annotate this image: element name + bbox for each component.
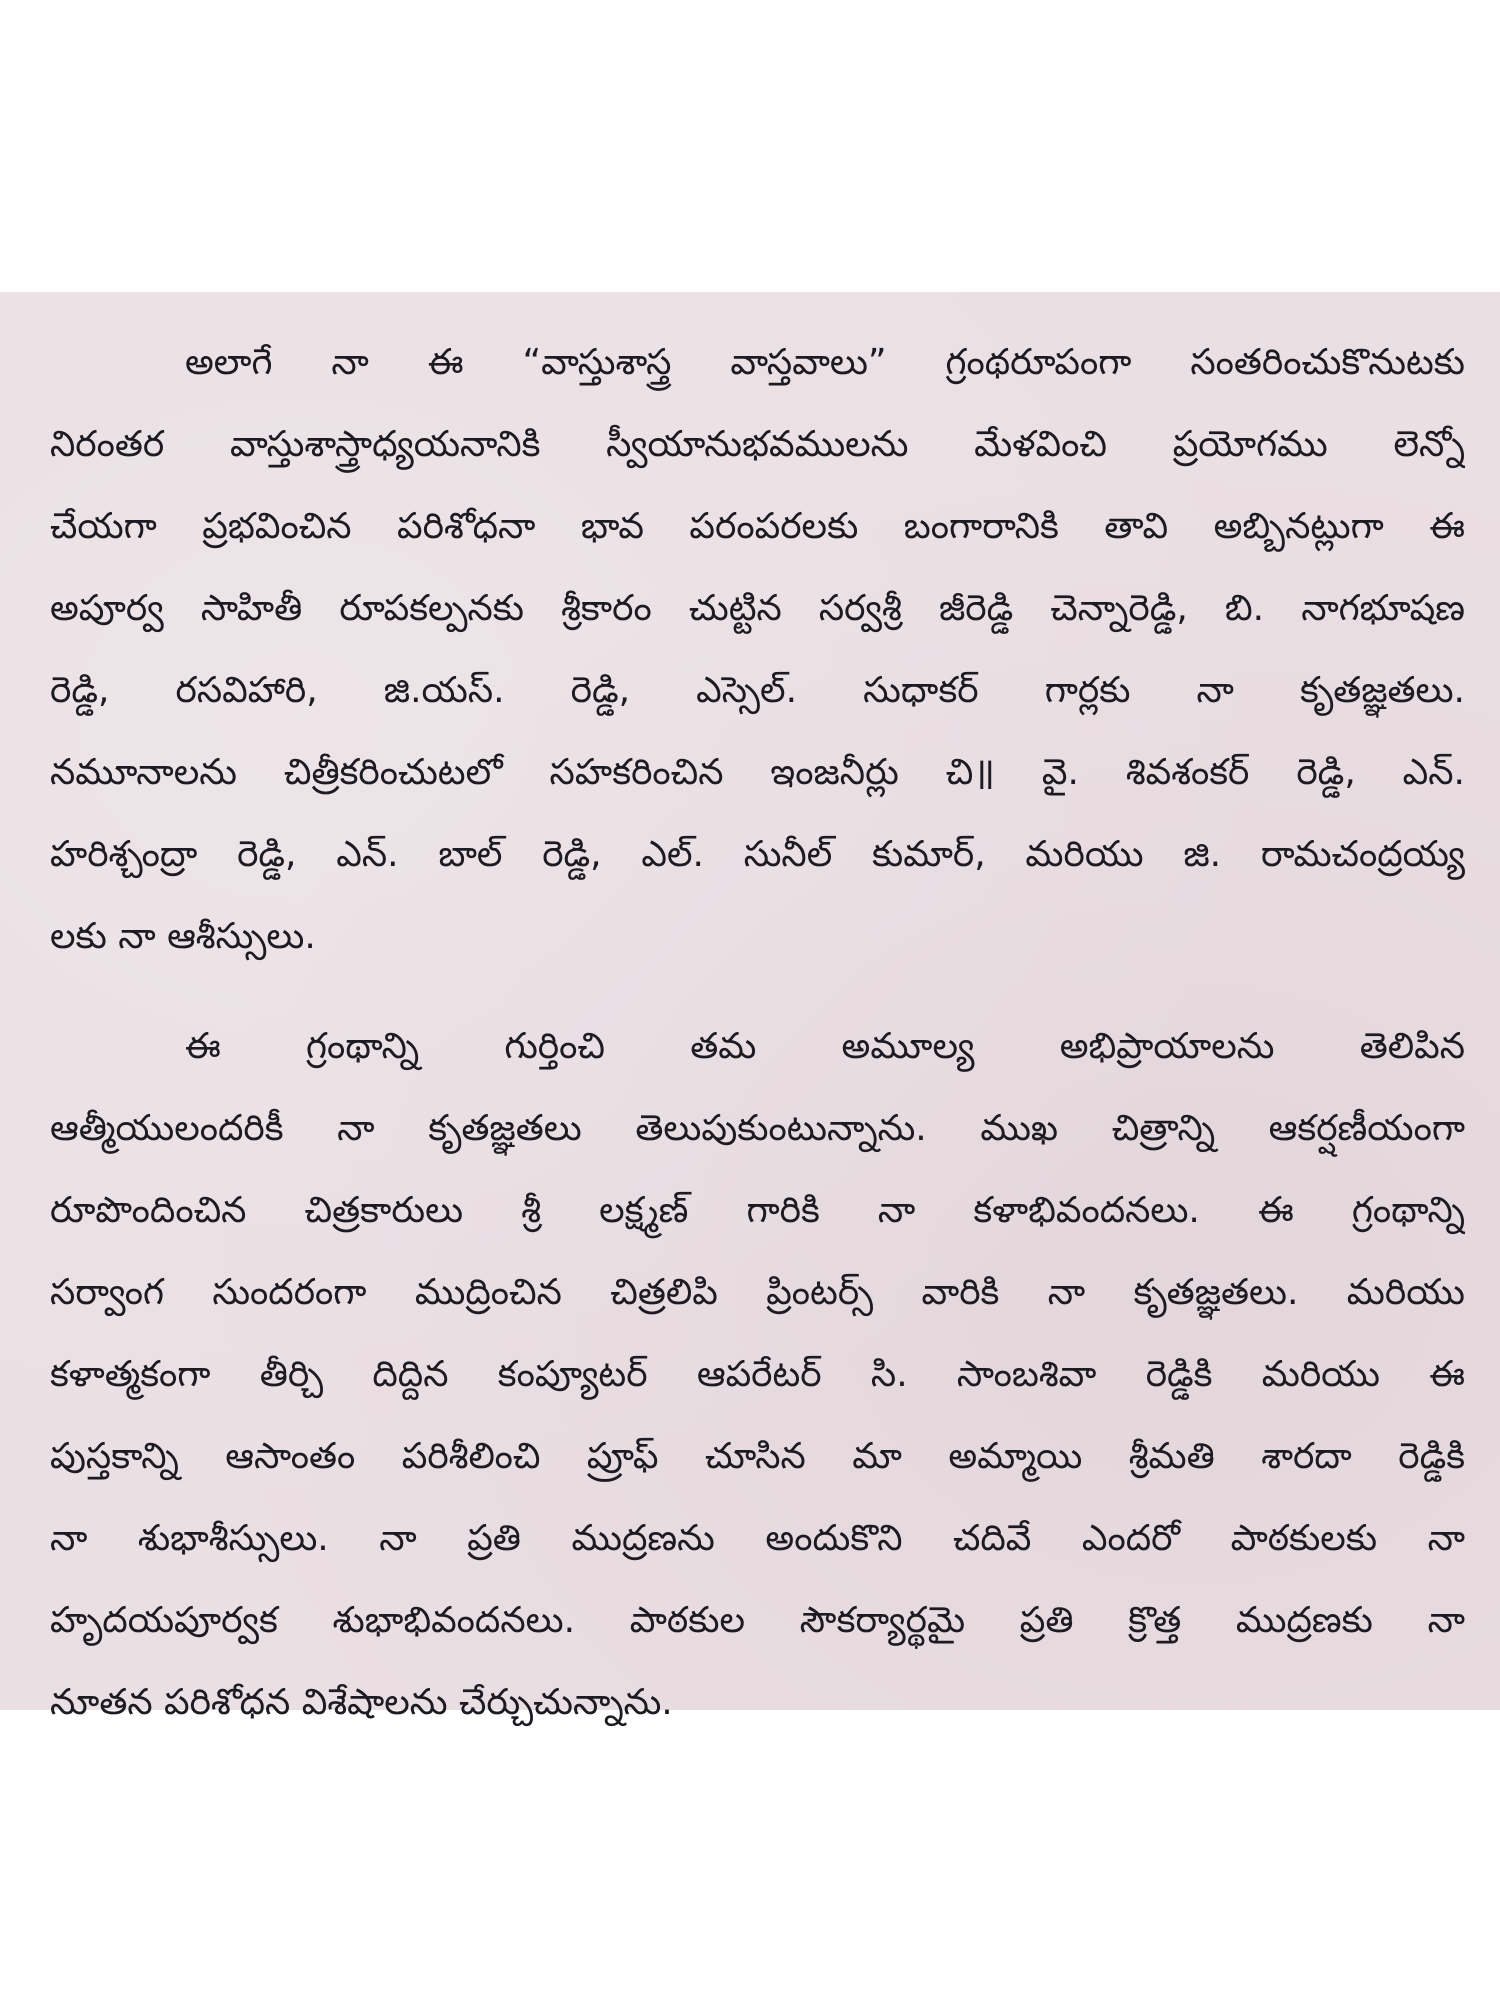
text-line: హరిశ్చంద్రా రెడ్డి, ఎన్. బాల్ రెడ్డి, ఎల్. సునీల్ కుమార్, మరియు జి. రామచంద్రయ్య [50,834,1465,875]
text-line: లకు నా ఆశీస్సులు. [50,916,316,957]
paragraph-1 [50,322,1465,978]
text-line: కళాత్మకంగా తీర్చి దిద్దిన కంప్యూటర్ ఆపరేటర్ సి. సాంబశివా రెడ్డికి మరియు ఈ [50,1354,1465,1395]
text-body [50,322,1465,1744]
text-line: హృదయపూర్వక శుభాభివందనలు. పాఠకుల సౌకర్యార్థమై ప్రతి క్రొత్త ముద్రణకు నా [50,1600,1465,1641]
text-line: సర్వాంగ సుందరంగా ముద్రించిన చిత్రలిపి ప్రింటర్స్ వారికి నా కృతజ్ఞతలు. మరియు [50,1272,1465,1313]
text-line: రెడ్డి, రసవిహారి, జి.యస్. రెడ్డి, ఎస్సెల్. సుధాకర్ గార్లకు నా కృతజ్ఞతలు. [50,670,1465,711]
text-line: అలాగే నా ఈ “వాస్తుశాస్త్ర వాస్తవాలు” గ్రంథరూపంగా సంతరించుకొనుటకు [185,342,1465,383]
text-line: చేయగా ప్రభవించిన పరిశోధనా భావ పరంపరలకు బంగారానికి తావి అబ్బినట్లుగా ఈ [50,506,1465,547]
text-line: ఈ గ్రంథాన్ని గుర్తించి తమ అమూల్య అభిప్రాయాలను తెలిపిన [185,1026,1465,1067]
text-line: అపూర్వ సాహితీ రూపకల్పనకు శ్రీకారం చుట్టిన సర్వశ్రీ జీరెడ్డి చెన్నారెడ్డి, బి. నాగభూషణ [50,588,1465,629]
paragraph-2 [50,1006,1465,1744]
text-line: నిరంతర వాస్తుశాస్త్రాధ్యయనానికి స్వీయానుభవములను మేళవించి ప్రయోగము లెన్నో [50,424,1465,465]
text-line: ఆత్మీయులందరికీ నా కృతజ్ఞతలు తెలుపుకుంటున్నాను. ముఖ చిత్రాన్ని ఆకర్షణీయంగా [50,1108,1465,1149]
text-line: పుస్తకాన్ని ఆసాంతం పరిశీలించి ప్రూఫ్ చూసిన మా అమ్మాయి శ్రీమతి శారదా రెడ్డికి [50,1436,1465,1477]
text-line: నమూనాలను చిత్రీకరించుటలో సహకరించిన ఇంజనీర్లు చి॥ వై. శివశంకర్ రెడ్డి, ఎన్. [50,752,1465,793]
text-line: నా శుభాశీస్సులు. నా ప్రతి ముద్రణను అందుకొని చదివే ఎందరో పాఠకులకు నా [50,1518,1465,1559]
text-line: నూతన పరిశోధన విశేషాలను చేర్చుచున్నాను. [50,1682,673,1723]
text-line: రూపొందించిన చిత్రకారులు శ్రీ లక్ష్మణ్ గారికి నా కళాభివందనలు. ఈ గ్రంథాన్ని [50,1190,1465,1231]
scanned-page [0,292,1500,1723]
